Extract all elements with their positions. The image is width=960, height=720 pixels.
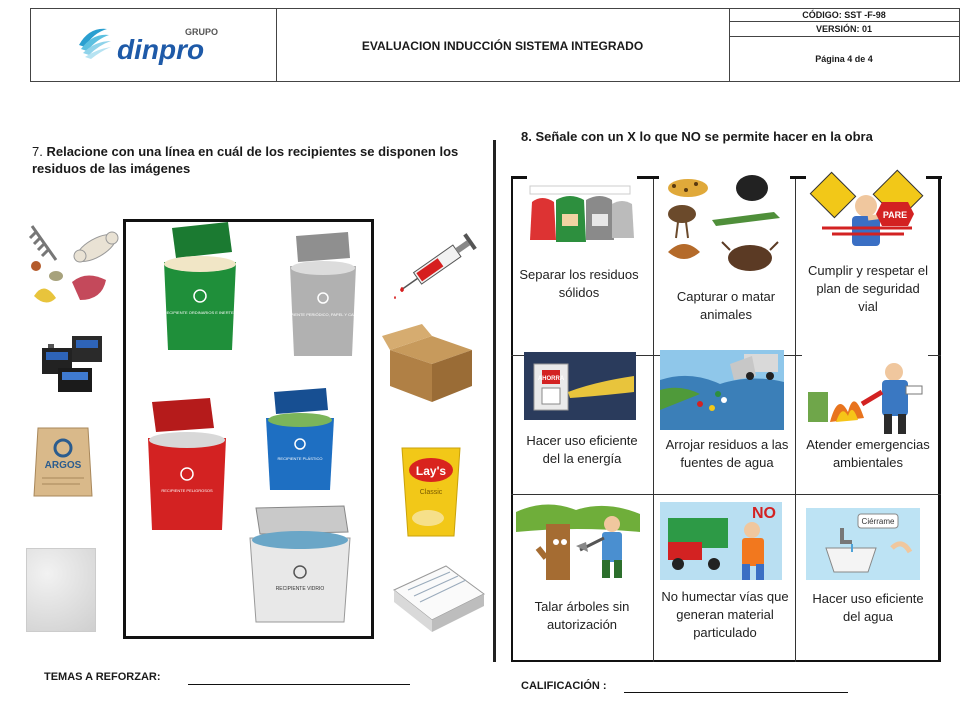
- red-bin-label: RECIPIENTE PELIGROSOS: [161, 488, 213, 493]
- calificacion-answer-line[interactable]: [624, 678, 848, 693]
- blue-bin-icon: [262, 388, 338, 494]
- chips-bag-icon: [398, 444, 464, 540]
- water-faucet-icon: [806, 508, 920, 580]
- code-cell: CÓDIGO: SST -F-98: [729, 9, 959, 22]
- grid-corner-tick: [637, 176, 659, 179]
- temas-label: TEMAS A REFORZAR:: [44, 671, 161, 683]
- paper-stack-icon: [384, 560, 488, 640]
- batteries-icon: [38, 322, 108, 396]
- tree-cutting-icon: [516, 502, 640, 580]
- road-safety-icon: [808, 176, 924, 258]
- question-7-number: 7.: [32, 144, 43, 159]
- plaster-texture-icon: [26, 548, 96, 632]
- lays-text: Lay's: [415, 464, 447, 478]
- cell-label-energia: Hacer uso eficiente del la energía: [526, 433, 638, 466]
- cierrame-sign-text: Ciérrame: [861, 517, 895, 526]
- logo-name-text: dinpro: [117, 34, 205, 65]
- energy-switch-icon: [524, 352, 636, 420]
- grid-corner-tick: [511, 176, 527, 179]
- question-7-title: [32, 143, 472, 177]
- waste-bags-icon: [526, 184, 638, 246]
- white-bin-icon: [244, 504, 356, 626]
- ahorra-sign-text: AHORRA: [537, 376, 565, 382]
- logo-group-text: GRUPO: [185, 27, 219, 37]
- red-bin-icon: [144, 398, 230, 534]
- grid-corner-tick: [926, 176, 942, 179]
- cell-label-seguridad-vial: Cumplir y respetar el plan de seguridad vial: [808, 263, 928, 314]
- lays-sub-text: Classic: [419, 489, 443, 496]
- question-8-title: 8. Señale con un X lo que NO se permite hacer en la obra: [521, 129, 873, 144]
- organic-waste-icon: [26, 220, 118, 312]
- page-number-cell: Página 4 de 4: [815, 54, 873, 64]
- column-separator: [493, 140, 496, 662]
- version-cell: VERSIÓN: 01: [729, 22, 959, 37]
- green-bin-label: RECIPIENTE ORDINARIOS E INERTES: [163, 310, 237, 315]
- gray-bin-icon: [281, 232, 365, 360]
- green-bin-icon: [158, 222, 242, 354]
- grid-line-h2: [511, 494, 941, 495]
- temas-answer-line[interactable]: [188, 670, 410, 685]
- river-pollution-icon: [660, 350, 784, 430]
- calificacion-label: CALIFICACIÓN :: [521, 680, 607, 692]
- title-cell: [276, 9, 730, 81]
- cell-label-agua: Hacer uso eficiente del agua: [812, 591, 924, 624]
- pare-sign-text: PARE: [882, 210, 908, 220]
- animals-icon: [664, 172, 786, 278]
- cell-label-arrojar: Arrojar residuos a las fuentes de agua: [665, 437, 789, 470]
- white-bin-label: RECIPIENTE VIDRIO: [275, 586, 325, 592]
- cell-label-animales: Capturar o matar animales: [676, 289, 776, 322]
- environmental-emergency-icon: [802, 352, 928, 438]
- cardboard-box-icon: [382, 324, 478, 404]
- document-header: [30, 8, 960, 82]
- cell-label-humectar: No humectar vías que generan material particulado: [661, 589, 789, 640]
- question-7-text: Relacione con una línea en cuál de los recipientes se disponen los residuos de las imágenes: [32, 144, 459, 176]
- cell-label-separar: Separar los residuos sólidos: [519, 267, 639, 300]
- dinpro-logo-icon: [75, 23, 235, 67]
- logo-cell: [31, 9, 277, 81]
- syringe-icon: [390, 226, 484, 306]
- no-sign-text: NO: [752, 505, 776, 522]
- document-title: EVALUACION INDUCCIÓN SISTEMA INTEGRADO: [361, 39, 644, 53]
- cell-label-talar: Talar árboles sin autorización: [534, 599, 630, 632]
- argos-text: ARGOS: [44, 460, 82, 471]
- dust-truck-icon: [660, 502, 782, 580]
- blue-bin-label: RECIPIENTE PLÁSTICO: [277, 456, 323, 461]
- gray-bin-label: RECIPIENTE PERIÓDICO, PAPEL Y CARTÓN: [281, 312, 365, 317]
- cell-label-emergencias: Atender emergencias ambientales: [806, 437, 930, 470]
- cement-bag-icon: [32, 424, 94, 500]
- grid-corner-tick: [790, 176, 806, 179]
